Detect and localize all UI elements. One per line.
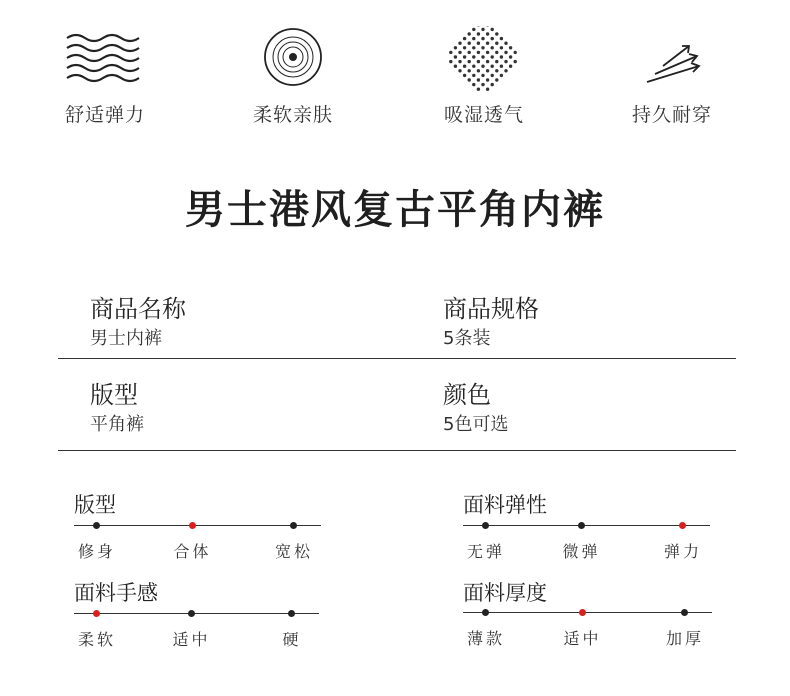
waves-icon — [63, 26, 143, 92]
arrows-icon — [633, 26, 713, 92]
spec-divider — [58, 358, 736, 359]
scale-option-label: 柔软 — [78, 630, 117, 649]
scale-dot — [482, 609, 489, 616]
scale-dot — [290, 522, 297, 529]
scale-thickness — [463, 612, 712, 648]
spec-divider — [58, 450, 736, 451]
scale-title-feel: 面料手感 — [74, 581, 158, 605]
scale-option-label: 微弹 — [562, 542, 601, 561]
scale-option-label: 无弹 — [467, 542, 506, 561]
scale-option-label: 适中 — [563, 629, 602, 648]
feature-label-soft: 柔软亲肤 — [252, 104, 333, 126]
scale-dot — [679, 522, 686, 529]
scale-option-label: 加厚 — [666, 629, 705, 648]
scale-feel — [74, 613, 319, 649]
scale-elastic — [463, 525, 710, 561]
scale-option-label: 适中 — [172, 630, 211, 649]
spec-value-product-name: 男士内裤 — [90, 328, 162, 349]
scale-title-elastic: 面料弹性 — [463, 493, 547, 517]
spec-key-fit: 版型 — [90, 381, 138, 409]
scale-dot — [189, 522, 196, 529]
spec-key-color: 颜色 — [443, 381, 491, 409]
feature-label-elastic: 舒适弹力 — [64, 104, 145, 126]
scale-dot — [288, 610, 295, 617]
scale-option-label: 修身 — [78, 542, 117, 561]
scale-dot — [681, 609, 688, 616]
scale-option-label: 硬 — [282, 630, 302, 649]
feature-label-breathable: 吸湿透气 — [443, 104, 524, 126]
scale-option-label: 弹力 — [664, 542, 703, 561]
spec-value-fit: 平角裤 — [90, 414, 144, 435]
spec-value-color: 5色可选 — [443, 414, 509, 435]
dot-grid-icon — [443, 26, 523, 92]
scale-option-label: 宽松 — [275, 542, 314, 561]
scale-dot — [579, 609, 586, 616]
product-title: 男士港风复古平角内裤 — [185, 187, 605, 233]
spec-key-product-name: 商品名称 — [90, 295, 186, 323]
scale-fit — [74, 525, 321, 561]
spec-key-specification: 商品规格 — [443, 295, 539, 323]
scale-title-thickness: 面料厚度 — [463, 581, 547, 605]
feature-label-durable: 持久耐穿 — [631, 104, 712, 126]
spec-value-specification: 5条装 — [443, 328, 491, 349]
scale-dot — [93, 522, 100, 529]
scale-option-label: 薄款 — [467, 629, 506, 648]
scale-option-label: 合体 — [173, 542, 212, 561]
scale-dot — [93, 610, 100, 617]
scale-dot — [188, 610, 195, 617]
scale-dot — [578, 522, 585, 529]
target-icon — [253, 26, 333, 92]
scale-dot — [482, 522, 489, 529]
scale-title-fit: 版型 — [74, 493, 116, 517]
